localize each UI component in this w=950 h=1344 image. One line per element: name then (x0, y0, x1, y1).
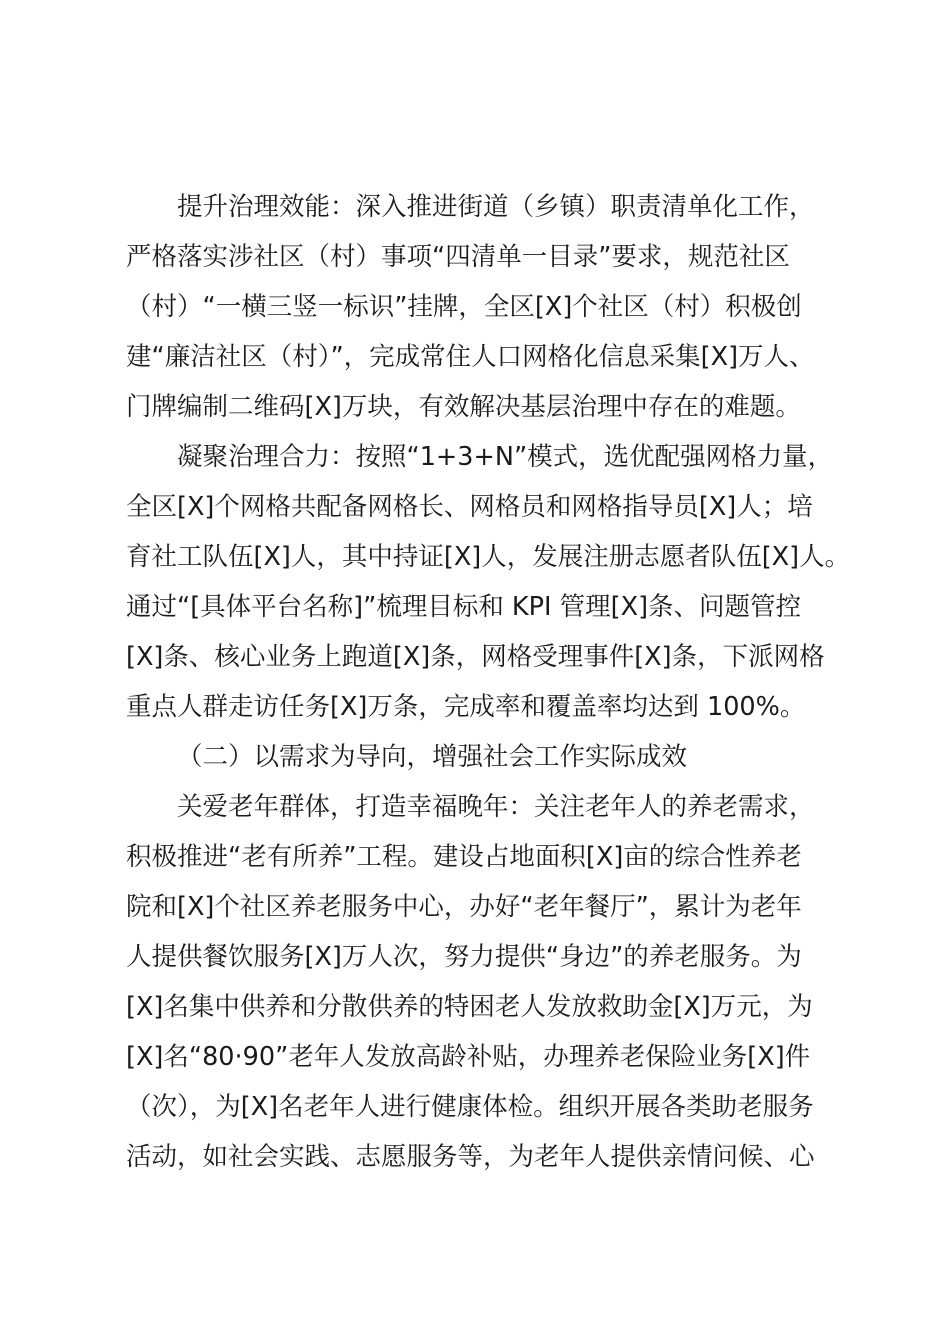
section-heading: （二）以需求为导向，增强社会工作实际成效 (177, 742, 688, 772)
paragraph-line: 全区[X]个网格共配备网格长、网格员和网格指导员[X]人；培 (126, 492, 813, 522)
document-body (126, 182, 851, 1182)
paragraph-line: （村）“一横三竖一标识”挂牌，全区[X]个社区（村）积极创 (126, 292, 802, 322)
paragraph-line: [X]名集中供养和分散供养的特困老人发放救助金[X]万元，为 (126, 992, 813, 1022)
paragraph-line: 重点人群走访任务[X]万条，完成率和覆盖率均达到 100%。 (126, 692, 806, 722)
paragraph-line: 人提供餐饮服务[X]万人次，努力提供“身边”的养老服务。为 (126, 942, 802, 972)
paragraph-line: 通过“[具体平台名称]”梳理目标和 KPI 管理[X]条、问题管控 (126, 592, 802, 622)
paragraph-line: （次），为[X]名老年人进行健康体检。组织开展各类助老服务 (126, 1092, 814, 1122)
paragraph-line: 院和[X]个社区养老服务中心，办好“老年餐厅”，累计为老年 (126, 892, 802, 922)
paragraph-line: 门牌编制二维码[X]万块，有效解决基层治理中存在的难题。 (126, 392, 801, 422)
paragraph-line: [X]条、核心业务上跑道[X]条，网格受理事件[X]条，下派网格 (126, 642, 825, 672)
paragraph-line: 关爱老年群体，打造幸福晚年：关注老年人的养老需求， (177, 792, 815, 822)
paragraph-line: 育社工队伍[X]人，其中持证[X]人，发展注册志愿者队伍[X]人。 (126, 542, 851, 572)
paragraph-line: 严格落实涉社区（村）事项“四清单一目录”要求，规范社区 (126, 242, 790, 272)
paragraph-line: 建“廉洁社区（村）”，完成常住人口网格化信息采集[X]万人、 (126, 342, 815, 372)
paragraph-line: 凝聚治理合力：按照“1+3+N”模式，选优配强网格力量， (177, 442, 834, 472)
paragraph-line: 积极推进“老有所养”工程。建设占地面积[X]亩的综合性养老 (126, 842, 802, 872)
paragraph-line: 活动，如社会实践、志愿服务等，为老年人提供亲情问候、心 (126, 1142, 815, 1172)
paragraph-line: [X]名“80·90”老年人发放高龄补贴，办理养老保险业务[X]件 (126, 1042, 811, 1072)
paragraph-line: 提升治理效能：深入推进街道（乡镇）职责清单化工作， (177, 192, 815, 222)
